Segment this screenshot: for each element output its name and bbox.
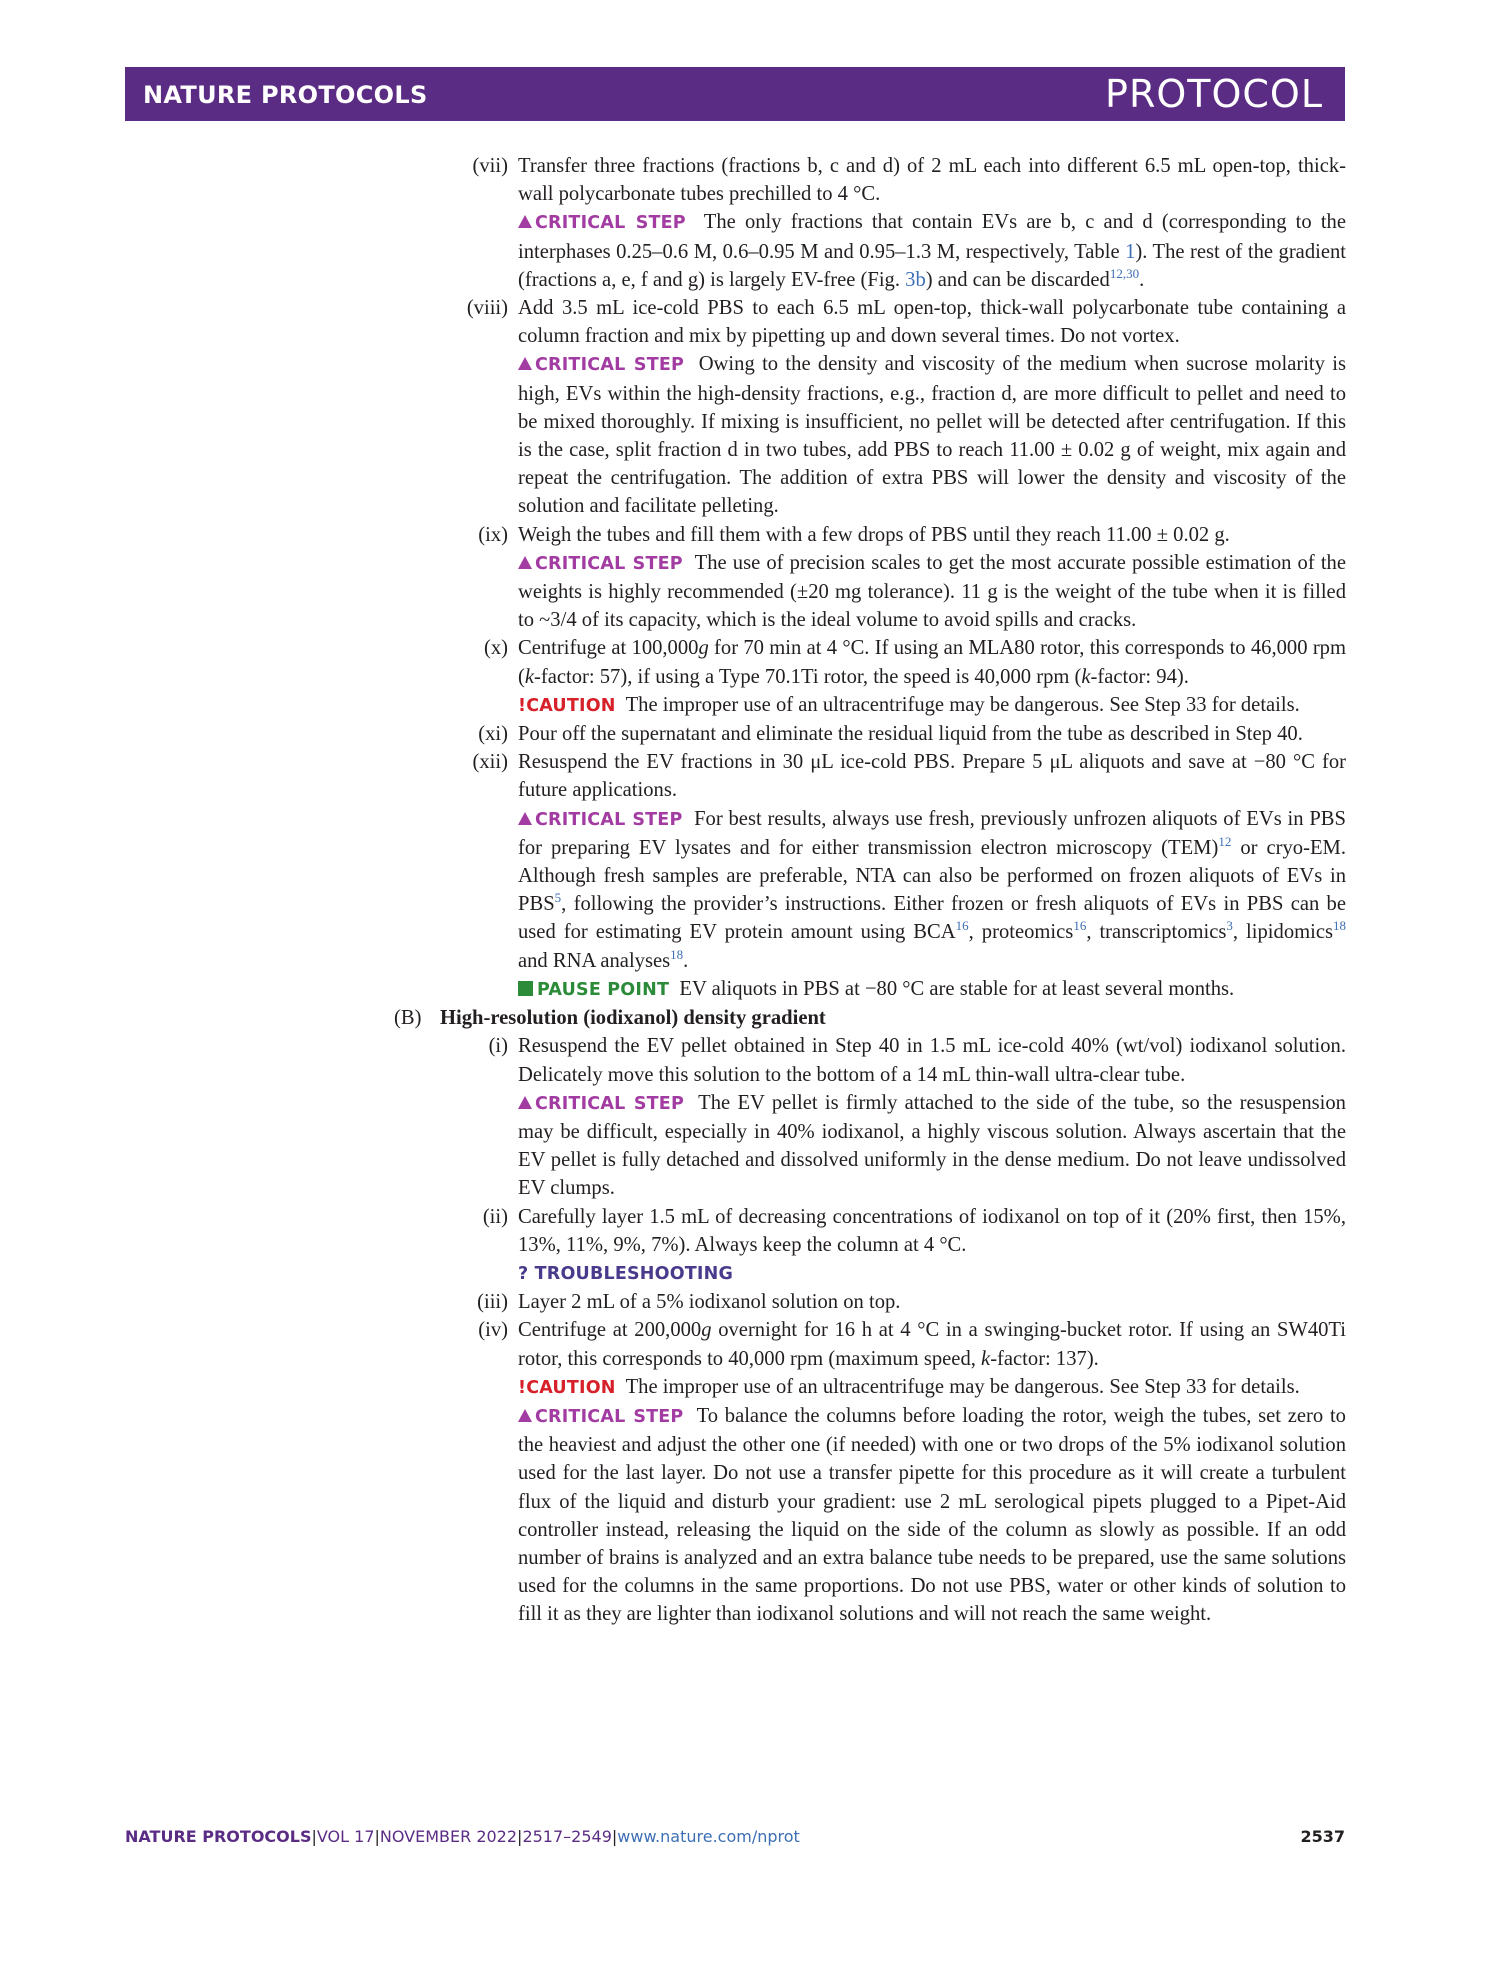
step-xi [440,720,1346,748]
step-number: (ii) [482,1205,508,1228]
step-vii [440,152,1346,208]
journal-name: NATURE PROTOCOLS [143,81,428,109]
step-number: (xi) [478,723,508,746]
step-viii [440,294,1346,350]
reference-link[interactable]: 16 [1073,918,1087,934]
reference-link[interactable]: 12 [1218,834,1232,850]
troubleshooting-label[interactable]: ? TROUBLESHOOTING [518,1263,734,1284]
page-footer: NATURE PROTOCOLS|VOL 17|NOVEMBER 2022|2517–2549|www.nature.com/nprot 2537 [125,1827,1345,1846]
step-number: (iii) [477,1291,508,1314]
exclamation-icon: ! [518,695,527,716]
caution-note: !CAUTION The improper use of an ultracentrifuge may be dangerous. See Step 33 for details. [518,1375,1300,1398]
critical-step-label: CRITICAL STEP [518,1094,684,1114]
footer-date: NOVEMBER 2022 [379,1827,518,1846]
exclamation-icon: ! [518,1377,527,1398]
critical-step-label: CRITICAL STEP [518,554,683,574]
caution-label: !CAUTION [518,1377,616,1398]
triangle-icon [518,357,532,370]
square-icon [518,981,533,996]
step-number: (iv) [478,1319,508,1342]
step-text: Add 3.5 mL ice-cold PBS to each 6.5 mL open-top, thick-wall polycarbonate tube containing a column fraction and mix by pipetting up and down several times. Do not vortex. [518,297,1346,348]
critical-step-label: CRITICAL STEP [518,1407,683,1427]
step-number: (xii) [472,751,508,774]
step-number: (ix) [478,523,508,546]
step-text: Weigh the tubes and fill them with a few drops of PBS until they reach 11.00 ± 0.02 g. [518,523,1230,546]
critical-step-label: CRITICAL STEP [518,355,684,375]
step-text: Transfer three fractions (fractions b, c and d) of 2 mL each into different 6.5 mL open-top, thick-wall polycarbonate tubes prechilled to 4 °C. [518,155,1346,206]
reference-link[interactable]: 12,30 [1109,265,1140,281]
step-xii [440,748,1346,804]
step-text: Carefully layer 1.5 mL of decreasing concentrations of iodixanol on top of it (20% first, then 15%, 13%, 11%, 9%, 7%). Always keep the column at 4 °C. [518,1205,1346,1256]
pause-point-label: PAUSE POINT [518,980,669,1000]
reference-link[interactable]: 16 [955,918,969,934]
reference-link[interactable]: 3 [1226,918,1233,934]
reference-link[interactable]: 18 [670,946,684,962]
triangle-icon [518,1409,532,1422]
step-text: Layer 2 mL of a 5% iodixanol solution on top. [518,1291,901,1314]
reference-link[interactable]: 5 [554,890,562,906]
critical-step-note: CRITICAL STEP The use of precision scales to get the most accurate possible estimation of the weights is highly recommended (±20 mg tolerance). 11 g is the weight of the tube when it is filled to ~3/4 of its capacity, which is the ideal volume to avoid spills and cracks. [518,551,1346,632]
step-text: Resuspend the EV fractions in 30 μL ice-cold PBS. Prepare 5 μL aliquots and save at −80 °C for future applications. [518,751,1346,802]
section-title: High-resolution (iodixanol) density gradient [440,1007,826,1030]
footer-journal: NATURE PROTOCOLS [125,1827,312,1846]
footer-website-link[interactable]: www.nature.com/nprot [617,1827,800,1846]
footer-pages: 2517–2549 [522,1827,612,1846]
section-b-heading [394,1004,1346,1032]
step-number: (x) [483,637,508,660]
critical-step-note: CRITICAL STEP Owing to the density and viscosity of the medium when sucrose molarity is high, EVs within the high-density fractions, e.g., fraction d, are more difficult to pellet and need to be mixed thoroughly. If mixing is insufficient, no pellet will be detected after centrifugation. If this is the case, split fraction d in two tubes, add PBS to reach 11.00 ± 0.02 g of weight, mix again and repeat the centrifugation. The addition of extra PBS will lower the density and viscosity of the solution and facilitate pelleting. [518,353,1347,518]
pause-point-note: PAUSE POINT EV aliquots in PBS at −80 °C are stable for at least several months. [440,975,1346,1004]
triangle-icon [518,1096,532,1109]
protocol-body [394,152,1347,1629]
triangle-icon [518,556,532,569]
critical-step-note: CRITICAL STEP The only fractions that contain EVs are b, c and d (corresponding to the interphases 0.25–0.6 M, 0.6–0.95 M and 0.95–1.3 M, respectively, Table 1). The rest of the gradient (fractions a, e, f and g) is largely EV-free (Fig. 3b) and can be discarded$^{12,30}$. [518,211,1346,291]
caution-note: !CAUTION The improper use of an ultracentrifuge may be dangerous. See Step 33 for details. [518,693,1300,716]
table-link[interactable]: 1 [1125,240,1136,263]
step-text: Pour off the supernatant and eliminate the residual liquid from the tube as described in Step 40. [518,723,1303,746]
step-ix [440,521,1346,549]
step-x: (x) Centrifuge at 100,000g for 70 min at 4 °C. If using an MLA80 rotor, this corresponds to 46,000 rpm (k-factor: 57), if using a Type 70.1Ti rotor, the speed is 40,000 rpm (k-factor: 94). [440,634,1346,690]
step-b-iii [440,1288,1346,1316]
section-number: (B) [394,1007,422,1030]
critical-step-note: CRITICAL STEP For best results, always use fresh, previously unfrozen aliquots of EVs in PBS for preparing EV lysates and for either transmission electron microscopy (TEM)$^{12}$ or cryo-EM. Although fresh samples are preferable, NTA can also be performed on frozen aliquots of EVs in PBS$^5$, following the provider’s instructions. Either frozen or fresh aliquots of EVs in PBS can be used for estimating EV protein amount using BCA$^{16}$, proteomics$^{16}$, transcriptomics$^3$, lipidomics$^{18}$ and RNA analyses$^{18}$. [518,807,1347,972]
triangle-icon [518,812,532,825]
article-type: PROTOCOL [1105,72,1323,116]
critical-step-note: CRITICAL STEP The EV pellet is firmly attached to the side of the tube, so the resuspension may be difficult, especially in 40% iodixanol, a highly viscous solution. Always ascertain that the EV pellet is fully detached and dissolved uniformly in the dense medium. Do not leave undissolved EV clumps. [518,1091,1346,1200]
troubleshooting-note [440,1259,1346,1288]
figure-link[interactable]: 3b [905,268,926,291]
step-text: Resuspend the EV pellet obtained in Step 40 in 1.5 mL ice-cold 40% (wt/vol) iodixanol solution. Delicately move this solution to the bottom of a 14 mL thin-wall ultra-clear tube. [518,1035,1346,1086]
critical-step-label: CRITICAL STEP [518,213,686,233]
step-number: (i) [488,1035,508,1058]
step-b-ii [440,1203,1346,1259]
page-header [125,67,1345,121]
footer-volume: VOL 17 [316,1827,375,1846]
reference-link[interactable]: 18 [1333,918,1347,934]
critical-step-note: CRITICAL STEP To balance the columns before loading the rotor, weigh the tubes, set zero to the heaviest and adjust the other one (if needed) with one or two drops of the 5% iodixanol solution used for the last layer. Do not use a transfer pipette for this procedure as it will create a turbulent flux of the liquid and disturb your gradient: use 2 mL serological pipets plugged to a Pipet-Aid controller instead, releasing the liquid on the side of the column as slowly as possible. If an odd number of brains is analyzed and an extra balance tube needs to be prepared, use the same solutions used for the columns in the same proportions. Do not use PBS, water or other kinds of solution to fill it as they are lighter than iodixanol solutions and will not reach the same weight. [518,1404,1346,1626]
step-b-i [440,1032,1346,1088]
step-number: (viii) [466,297,508,320]
caution-label: !CAUTION [518,695,616,716]
page-number: 2537 [1300,1827,1345,1846]
triangle-icon [518,215,532,228]
step-number: (vii) [472,155,508,177]
critical-step-label: CRITICAL STEP [518,810,682,830]
step-b-iv: (iv) Centrifuge at 200,000g overnight for 16 h at 4 °C in a swinging-bucket rotor. If using an SW40Ti rotor, this corresponds to 40,000 rpm (maximum speed, k-factor: 137). [440,1316,1346,1372]
